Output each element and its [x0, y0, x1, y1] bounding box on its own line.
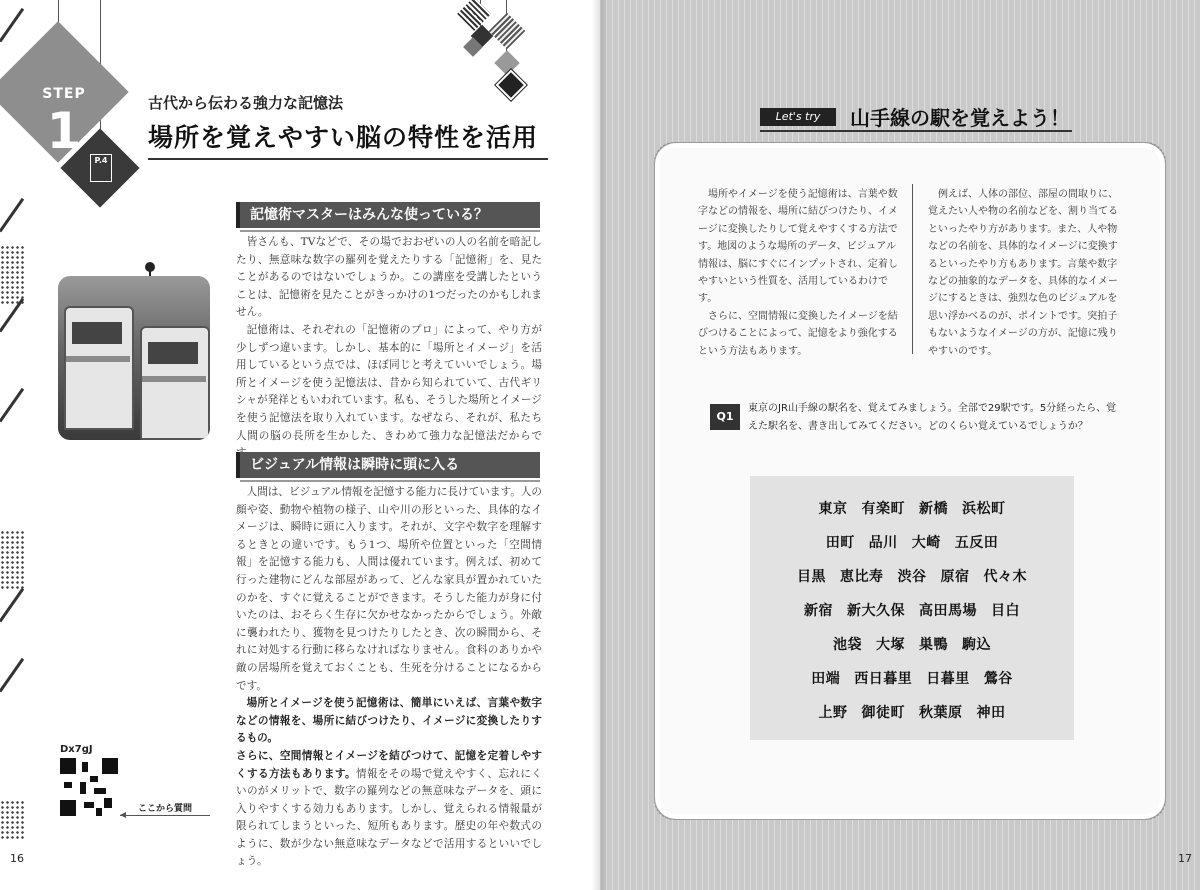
qr-code[interactable]: [60, 758, 118, 816]
station-row: [750, 498, 1074, 518]
station-name: 秋葉原: [919, 705, 963, 721]
step-label: STEP: [42, 86, 86, 102]
decor-dots: [0, 245, 26, 305]
page-number-right: 17: [1178, 852, 1192, 865]
page-ref-label: P.4: [94, 156, 108, 165]
station-name: 大崎: [911, 535, 941, 551]
card-column-1: [698, 186, 902, 360]
station-name: 西日暮里: [854, 671, 913, 687]
station-name: 有楽町: [861, 501, 905, 517]
paragraph: 皆さんも、TVなどで、その場でおおぜいの人の名前を暗記したり、無意味な数字の羅列を覚えたりする「記憶術」を、見たことがあるのではないでしょうか。この講座を受講したということは、記憶術を見たことがきっかけの1つだったのかもしれません。: [236, 236, 542, 319]
paragraph: 人間は、ビジュアル情報を記憶する能力に長けています。人の顔や姿、動物や植物の様子、山や川の形といった、具体的なイメージは、瞬時に頭に入ります。それが、文字や数字を理解するときとの違いです。もう1つ、場所や位置といった「空間情報」を記憶する能力も、人間は優れています。例えば、初めて行った建物にどんな部屋があって、どんな家具が置かれていたのかを、すぐに覚えることができます。そうした能力が身に付いたのは、おそらく生存に欠かせなかったからでしょう。外敵に襲われたり、獲物を見つけたりしたとき、次の瞬間から、それに対処する行動に移らなければなりません。食料のありかや敵の居場所を覚えておくことも、生死を分けることになるからです。: [236, 486, 542, 692]
station-name: 新宿: [804, 603, 833, 619]
station-name: 池袋: [833, 637, 862, 653]
section-heading-1: 記憶術マスターはみんな使っている？: [236, 202, 540, 228]
decor-slash: [0, 8, 24, 42]
station-name: 品川: [868, 535, 898, 551]
right-page-title: 山手線の駅を覚えよう！: [850, 106, 1070, 130]
decor-slash: [0, 658, 24, 692]
station-name: 上野: [818, 705, 848, 721]
section-heading-2: ビジュアル情報は瞬時に頭に入る: [236, 452, 540, 478]
section-2-body: [236, 484, 542, 871]
page-ref-notebook-icon: [90, 154, 112, 182]
station-name: 日暮里: [926, 671, 970, 687]
qr-code-label: Dx7gJ: [60, 744, 93, 755]
decor-dots: [0, 800, 26, 840]
station-name: 高田馬場: [919, 603, 977, 619]
arrow-left-icon: [120, 815, 210, 816]
station-name: 田町: [825, 535, 855, 551]
column-divider: [912, 184, 913, 354]
ask-question-label: ここから質問: [138, 804, 193, 814]
page-kicker: 古代から伝わる強力な記憶法: [148, 94, 344, 112]
page-number-left: 16: [10, 852, 24, 865]
book-gutter: [592, 0, 608, 890]
station-list-box: [750, 476, 1074, 740]
train-stripe: [142, 376, 206, 382]
station-name: 新大久保: [847, 603, 905, 619]
station-name: 御徒町: [861, 705, 905, 721]
page-title: 場所を覚えやすい脳の特性を活用: [148, 123, 539, 152]
paragraph: さらに、空間情報に変換したイメージを結びつけることによって、記憶をより強化するという方法もあります。: [698, 310, 898, 357]
station-name: 渋谷: [897, 569, 927, 585]
decor-slash: [0, 588, 24, 622]
station-row: [750, 600, 1074, 620]
question-badge: Q1: [710, 404, 740, 430]
train-window: [148, 342, 198, 364]
station-name: 神田: [976, 705, 1006, 721]
station-name: 大塚: [876, 637, 905, 653]
train-window: [72, 322, 122, 344]
bold-phrase: さらに、空間情報とイメージを結びつけて、記憶を定着しやすくする方法もあります。: [236, 749, 542, 780]
paragraph-bold: 場所とイメージを使う記憶術は、簡単にいえば、言葉や数字などの情報を、場所に結びつけたり、イメージに変換したりするもの。: [236, 697, 542, 745]
station-row: [750, 702, 1074, 722]
train-photo: [58, 276, 210, 440]
paragraph: 例えば、人体の部位、部屋の間取りに、覚えたい人や物の名前などを、割り当てるといったやり方があります。また、人や物などの名前を、具体的なイメージに変換するといったやり方もあります。言葉や数字などの抽象的なデータを、具体的なイメージにするときは、強烈な色のビジュアルを思い浮かべるのが、ポイントです。突拍子もないようなイメージの方が、記憶に残りやすいのです。: [928, 189, 1118, 357]
step-number: 1: [46, 102, 82, 160]
title-rule: [148, 158, 548, 160]
paragraph-mixed: [236, 748, 542, 871]
station-row: [750, 668, 1074, 688]
station-name: 新橋: [919, 501, 948, 517]
question-text: 東京のJR山手線の駅名を、覚えてみましょう。全部で29駅です。5分経ったら、覚えた駅名を、書き出してみてください。どのくらい覚えているでしょうか？: [748, 403, 1117, 432]
paragraph: 場所やイメージを使う記憶術は、言葉や数字などの情報を、場所に結びつけたり、イメージに変換したりして覚えやすくする方法です。地図のような場所のデータ、ビジュアル情報は、脳にすぐにインプットされ、定着しやすいという性質を、活用しているわけです。: [698, 189, 898, 305]
section-1-body: [236, 234, 542, 463]
decor-slash: [0, 198, 24, 232]
plain-phrase: 情報をその場で覚えやすく、忘れにくいのがメリットで、数字の羅列などの無意味なデータを、頭に入りやすくする効力もあります。しかし、覚えられる情報量が限られてしまうといった、短所もあります。歴史の年や数式のように、数が少ない無意味なデータなどで活用するといいでしょう。: [236, 767, 542, 868]
station-name: 代々木: [983, 569, 1027, 585]
decor-slash: [0, 388, 24, 422]
station-name: 原宿: [940, 569, 970, 585]
right-title-rule: [760, 130, 1072, 132]
lets-try-badge: Let's try: [760, 108, 836, 126]
station-name: 五反田: [954, 535, 999, 551]
station-name: 目白: [991, 603, 1020, 619]
station-name: 田端: [811, 671, 841, 687]
decor-dots: [0, 530, 26, 590]
station-row: [750, 634, 1074, 654]
station-name: 恵比寿: [840, 569, 884, 585]
station-name: 巣鴨: [919, 637, 948, 653]
station-name: 目黒: [797, 569, 826, 585]
station-name: 東京: [818, 501, 848, 517]
station-name: 駒込: [962, 637, 991, 653]
station-row: [750, 532, 1074, 552]
station-name: 鶯谷: [983, 671, 1013, 687]
train-stripe: [66, 356, 130, 362]
card-column-2: [928, 186, 1124, 360]
station-row: [750, 566, 1074, 586]
paragraph: 記憶術は、それぞれの「記憶術のプロ」によって、やり方が少しずつ違います。しかし、基本的に「場所とイメージ」を活用しているという点では、ほぼ同じと考えていいでしょう。場所とイメージを使う記憶法は、昔から知られていて、古代ギリシャが発祥ともいわれています。私も、そうした場所とイメージを使う記憶法を取り入れています。なぜなら、それが、私たち人間の脳の長所を生かした、きわめて強力な記憶法だからで: [236, 323, 542, 442]
station-name: 浜松町: [962, 501, 1006, 517]
